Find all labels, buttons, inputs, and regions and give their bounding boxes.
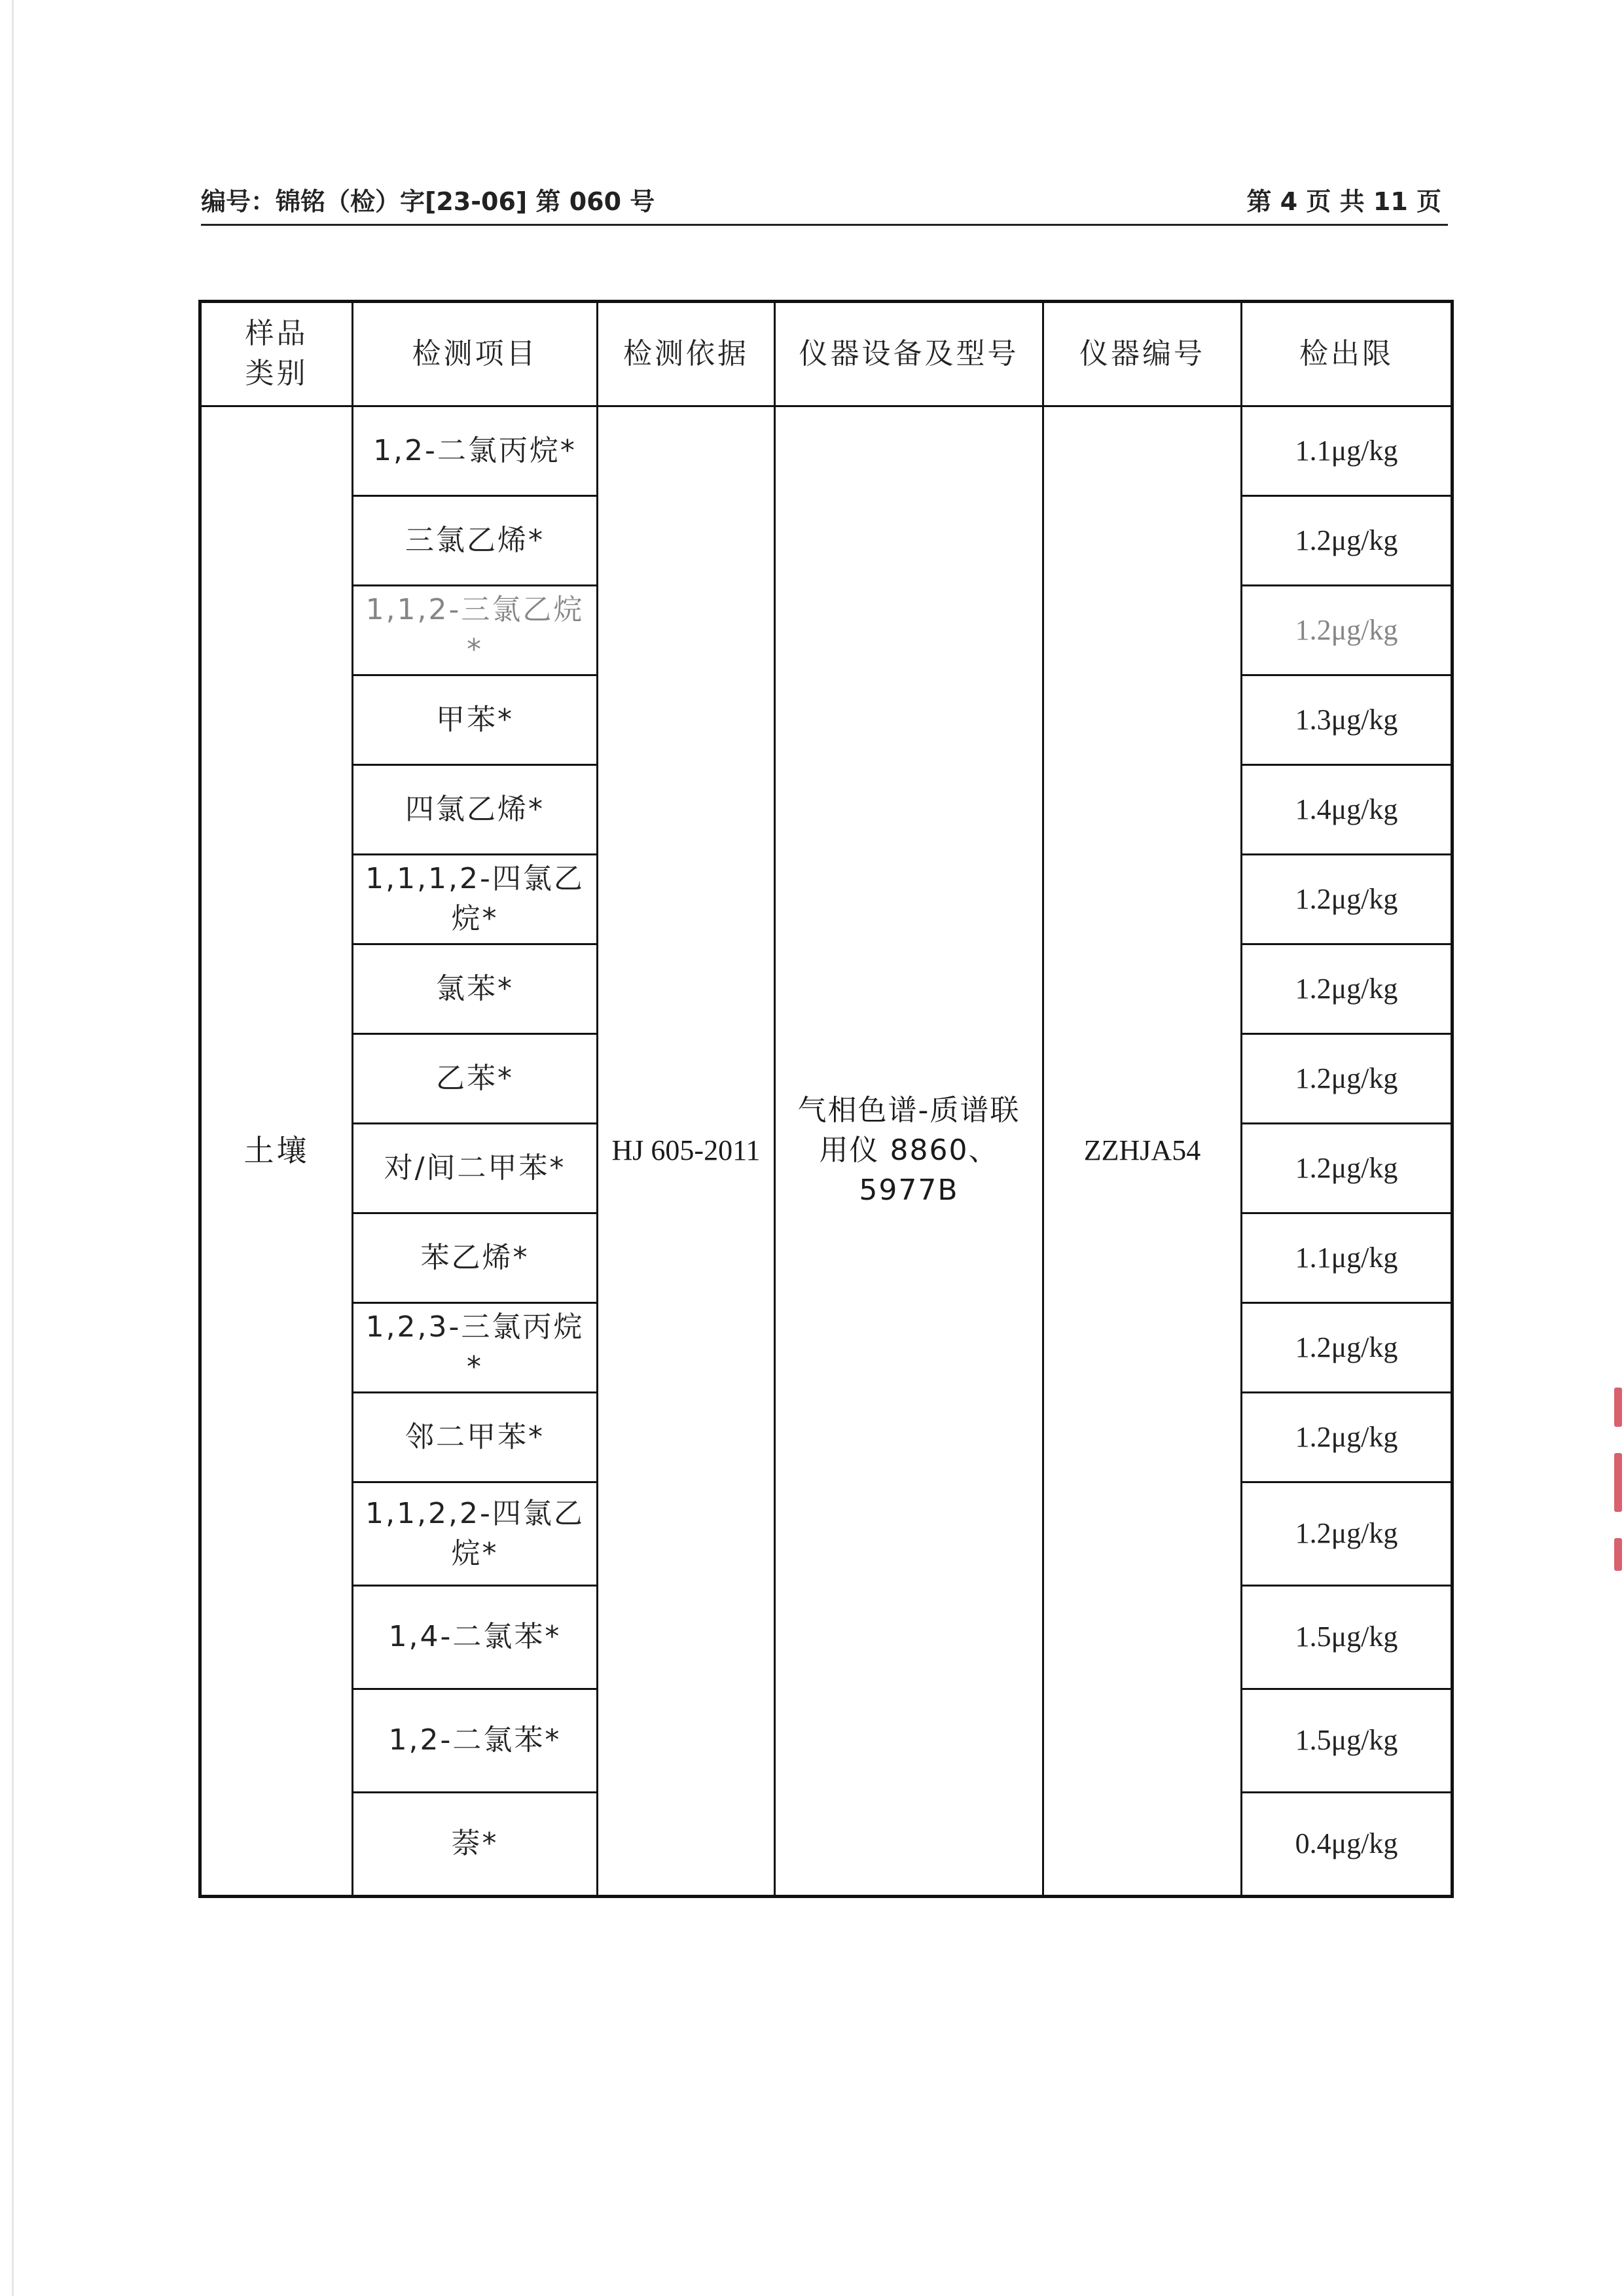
seal-fragment: [1614, 1388, 1622, 1682]
test-item-cell: 四氯乙烯*: [353, 765, 598, 855]
detection-limit-cell: 1.2μg/kg: [1242, 1303, 1453, 1393]
test-item-cell: 1,1,2-三氯乙烷*: [353, 586, 598, 675]
detection-limit-cell: 1.2μg/kg: [1242, 1482, 1453, 1586]
column-header-sample-category: 样品类别: [200, 302, 353, 406]
detection-limit-cell: 1.1μg/kg: [1242, 1213, 1453, 1303]
detection-limit-cell: 1.2μg/kg: [1242, 586, 1453, 675]
method-cell: HJ 605-2011: [598, 406, 775, 1897]
document-number: 编号：锦铭（检）字[23-06] 第 060 号: [201, 187, 655, 216]
detection-limit-cell: 1.2μg/kg: [1242, 1393, 1453, 1482]
scan-edge: [12, 0, 14, 2296]
detection-limit-cell: 1.5μg/kg: [1242, 1586, 1453, 1689]
test-item-cell: 邻二甲苯*: [353, 1393, 598, 1482]
detection-table: [198, 300, 1454, 1898]
table-header-row: [200, 302, 1453, 406]
detection-limit-cell: 1.2μg/kg: [1242, 496, 1453, 586]
test-item-cell: 氯苯*: [353, 944, 598, 1034]
detection-limit-cell: 1.1μg/kg: [1242, 406, 1453, 496]
test-item-cell: 1,4-二氯苯*: [353, 1586, 598, 1689]
sample-category-cell: 土壤: [200, 406, 353, 1897]
test-item-cell: 1,1,2,2-四氯乙烷*: [353, 1482, 598, 1586]
detection-limit-cell: 1.5μg/kg: [1242, 1689, 1453, 1793]
test-item-cell: 1,2-二氯苯*: [353, 1689, 598, 1793]
test-item-cell: 1,2,3-三氯丙烷*: [353, 1303, 598, 1393]
detection-limit-cell: 1.2μg/kg: [1242, 1124, 1453, 1213]
test-item-cell: 甲苯*: [353, 675, 598, 765]
test-item-cell: 1,2-二氯丙烷*: [353, 406, 598, 496]
test-item-cell: 对/间二甲苯*: [353, 1124, 598, 1213]
column-header-test-item: 检测项目: [353, 302, 598, 406]
test-item-cell: 苯乙烯*: [353, 1213, 598, 1303]
test-item-cell: 乙苯*: [353, 1034, 598, 1124]
column-header-detection-limit: 检出限: [1242, 302, 1453, 406]
instrument-cell: 气相色谱-质谱联用仪 8860、5977B: [775, 406, 1043, 1897]
detection-limit-cell: 1.2μg/kg: [1242, 855, 1453, 944]
page-number: 第 4 页 共 11 页: [1246, 187, 1441, 216]
table-row: [200, 406, 1453, 496]
test-item-cell: 三氯乙烯*: [353, 496, 598, 586]
detection-limit-cell: 0.4μg/kg: [1242, 1793, 1453, 1897]
column-header-instrument: 仪器设备及型号: [775, 302, 1043, 406]
page-header: [201, 185, 1448, 226]
table-body: [200, 406, 1453, 1897]
detection-limit-cell: 1.2μg/kg: [1242, 1034, 1453, 1124]
column-header-instrument-number: 仪器编号: [1043, 302, 1242, 406]
instrument-number-cell: ZZHJA54: [1043, 406, 1242, 1897]
test-item-cell: 1,1,1,2-四氯乙烷*: [353, 855, 598, 944]
detection-limit-cell: 1.3μg/kg: [1242, 675, 1453, 765]
detection-limit-cell: 1.2μg/kg: [1242, 944, 1453, 1034]
test-item-cell: 萘*: [353, 1793, 598, 1897]
column-header-method: 检测依据: [598, 302, 775, 406]
detection-limit-cell: 1.4μg/kg: [1242, 765, 1453, 855]
